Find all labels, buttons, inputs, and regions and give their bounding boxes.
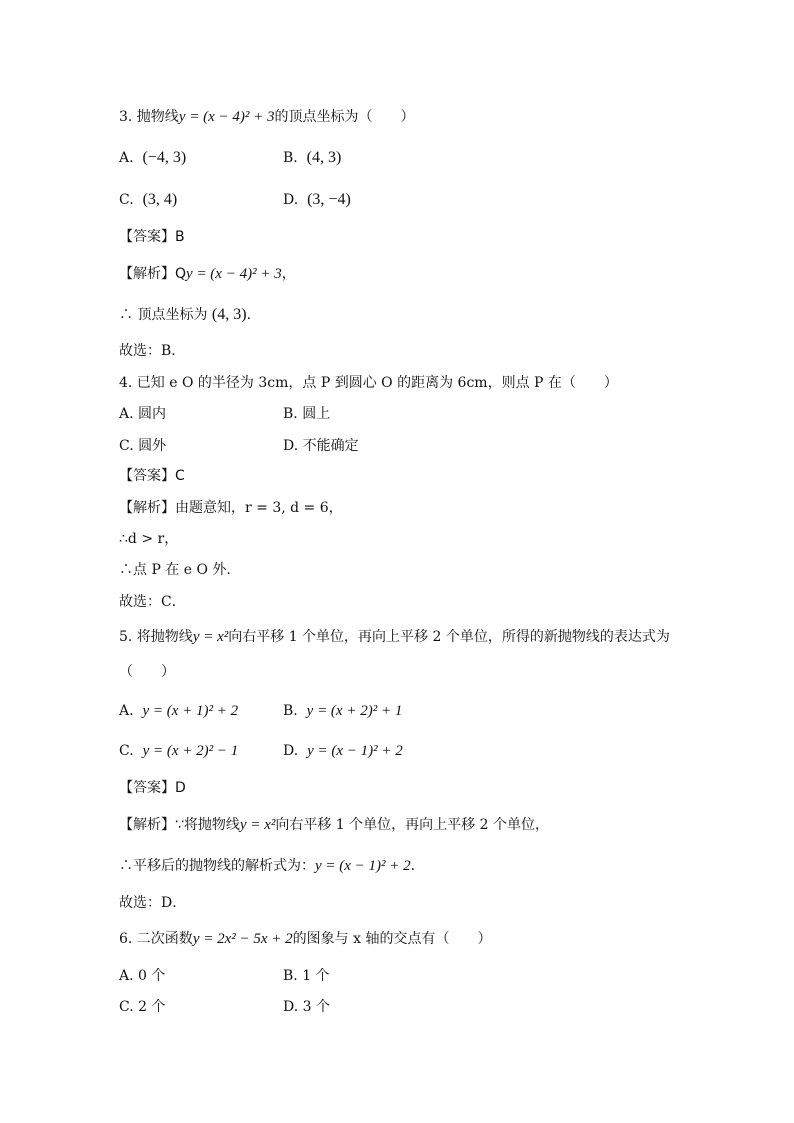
q5-analysis: 【解析】∵将抛物线y = x²向右平移 1 个单位，再向上平移 2 个单位， (119, 817, 549, 833)
q3-option-c: C. (3, 4) (119, 191, 178, 208)
q3-stem-formula: y = (x − 4)² + 3 (178, 109, 275, 125)
q3-option-a: A. (−4, 3) (119, 149, 187, 166)
q3-choice: 故选：B． (119, 343, 186, 359)
q3-option-d: D. (3, −4) (283, 191, 351, 208)
q5-option-d: D. y = (x − 1)² + 2 (283, 743, 403, 759)
q4-option-c: C. 圆外 (119, 438, 167, 454)
q3-conclusion: ∴ 顶点坐标为 (4, 3). (119, 306, 252, 323)
q5-stem-cont: （ ） (119, 664, 175, 680)
q5-choice: 故选：D． (119, 895, 187, 911)
q4-step2: ∴点 P 在 e O 外. (119, 562, 231, 578)
q5-stem: 5. 将抛物线y = x²向右平移 1 个单位，再向上平移 2 个单位，所得的新抛物线的表达式为 (119, 629, 670, 645)
q4-choice: 故选：C． (119, 594, 186, 610)
q4-analysis: 【解析】由题意知，r = 3, d = 6， (119, 500, 343, 516)
q6-option-b: B. 1 个 (283, 968, 330, 984)
q4-answer: 【答案】C (119, 468, 185, 484)
q3-analysis: 【解析】Qy = (x − 4)² + 3， (119, 266, 296, 282)
q5-option-a: A. y = (x + 1)² + 2 (119, 703, 239, 719)
q4-option-a: A. 圆内 (119, 406, 167, 422)
q5-answer: 【答案】D (119, 780, 186, 796)
q3-answer: 【答案】B (119, 229, 185, 245)
q3-stem: 3. 抛物线y = (x − 4)² + 3的顶点坐标为（ ） (119, 109, 415, 125)
q5-option-c: C. y = (x + 2)² − 1 (119, 743, 239, 759)
q4-stem: 4. 已知 e O 的半径为 3cm，点 P 到圆心 O 的距离为 6cm，则点 P 在（ ） (119, 375, 618, 391)
q6-stem: 6. 二次函数y = 2x² − 5x + 2的图象与 x 轴的交点有（ ） (119, 931, 492, 947)
q4-option-b: B. 圆上 (283, 406, 331, 422)
q3-option-b: B. (4, 3) (283, 149, 342, 166)
q5-conclusion: ∴平移后的抛物线的解析式为：y = (x − 1)² + 2. (119, 858, 416, 874)
q6-option-a: A. 0 个 (119, 968, 166, 984)
q4-option-d: D. 不能确定 (283, 438, 359, 454)
q6-option-d: D. 3 个 (283, 999, 330, 1015)
q6-option-c: C. 2 个 (119, 999, 166, 1015)
q5-option-b: B. y = (x + 2)² + 1 (283, 703, 403, 719)
q4-step1: ∴d > r， (119, 531, 179, 547)
